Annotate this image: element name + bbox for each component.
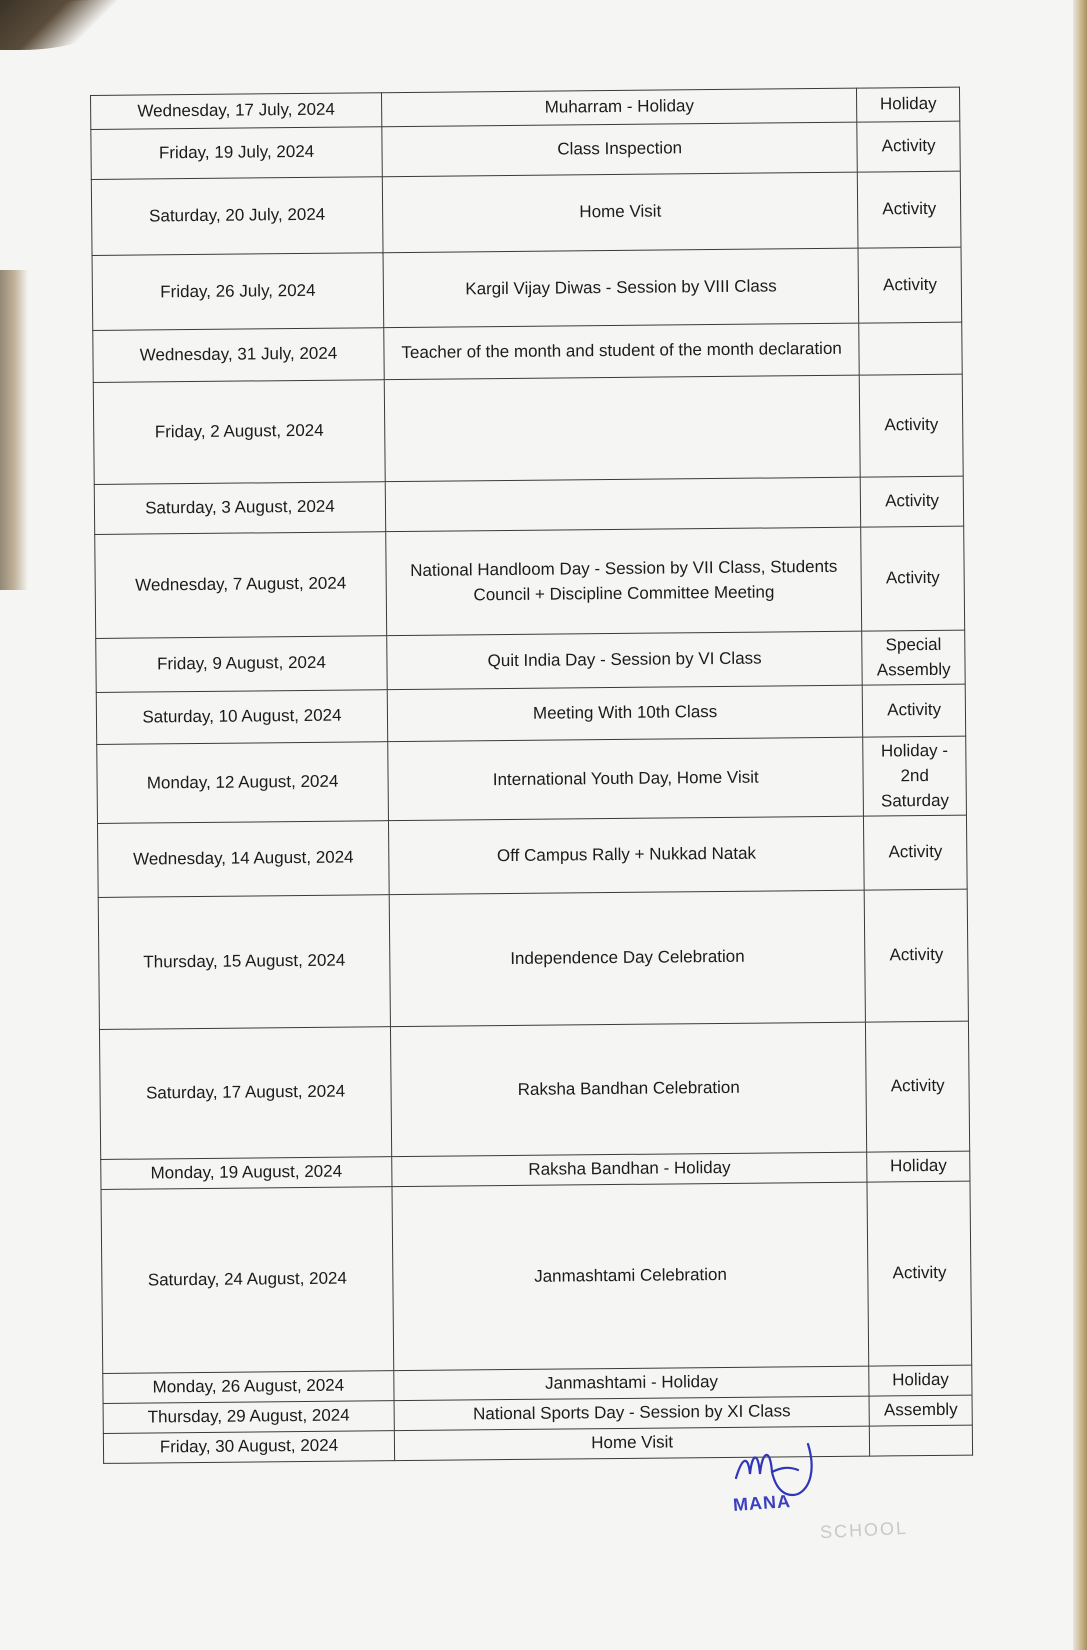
event-cell: Class Inspection	[382, 122, 858, 177]
type-cell: Activity	[857, 121, 960, 172]
event-cell: National Sports Day - Session by XI Class	[394, 1396, 870, 1431]
event-cell: Raksha Bandhan Celebration	[390, 1022, 867, 1157]
stamp-mark: MANA	[732, 1491, 792, 1515]
type-cell: Activity	[863, 684, 966, 737]
type-cell: Activity	[858, 247, 961, 323]
faded-stamp: SCHOOL	[819, 1517, 909, 1543]
schedule-table	[90, 87, 973, 1464]
type-cell: Activity	[864, 889, 968, 1022]
type-cell: Holiday - 2nd Saturday	[863, 736, 966, 816]
event-cell: Teacher of the month and student of the month declaration	[384, 323, 860, 380]
type-cell: Activity	[860, 374, 964, 477]
type-cell: Activity	[864, 815, 967, 890]
event-cell: Kargil Vijay Diwas - Session by VIII Class	[383, 248, 859, 328]
date-cell: Wednesday, 14 August, 2024	[97, 821, 389, 898]
table-row	[97, 736, 967, 823]
date-cell: Friday, 26 July, 2024	[92, 253, 384, 331]
date-cell: Saturday, 3 August, 2024	[94, 482, 385, 535]
event-cell	[385, 477, 861, 532]
table-row	[96, 630, 965, 693]
page-left-edge	[0, 270, 28, 590]
page-right-edge	[1073, 0, 1087, 1650]
table-row	[93, 322, 962, 382]
table-row	[91, 171, 961, 255]
table-row	[94, 476, 963, 534]
date-cell: Thursday, 29 August, 2024	[103, 1401, 394, 1434]
event-cell: Home Visit	[394, 1426, 870, 1461]
event-cell: Janmashtami Celebration	[392, 1182, 869, 1371]
table-row	[101, 1181, 972, 1373]
table-row	[97, 815, 967, 897]
type-cell: Assembly	[869, 1395, 972, 1426]
date-cell: Wednesday, 17 July, 2024	[91, 93, 382, 130]
date-cell: Saturday, 17 August, 2024	[99, 1027, 391, 1160]
table-row	[95, 526, 965, 638]
type-cell: Holiday	[867, 1151, 970, 1182]
table-row	[99, 1021, 969, 1159]
type-cell	[859, 322, 962, 375]
event-cell: Off Campus Rally + Nukkad Natak	[388, 816, 864, 895]
event-cell: Muharram - Holiday	[381, 88, 857, 127]
event-cell	[384, 375, 860, 482]
type-cell: Activity	[867, 1181, 971, 1366]
date-cell: Wednesday, 7 August, 2024	[95, 532, 387, 639]
event-cell: Meeting With 10th Class	[387, 685, 863, 742]
event-cell: Independence Day Celebration	[389, 890, 866, 1027]
type-cell: Activity	[861, 476, 964, 527]
date-cell: Saturday, 24 August, 2024	[101, 1187, 394, 1374]
date-cell: Friday, 30 August, 2024	[103, 1431, 394, 1464]
event-cell: National Handloom Day - Session by VII Class, Students Council + Discipline Committee Meeting	[386, 527, 862, 636]
table-row	[96, 684, 965, 744]
type-cell: Activity	[858, 171, 961, 248]
type-cell: Activity	[861, 526, 965, 631]
table-row	[92, 247, 962, 330]
event-cell: Quit India Day - Session by VI Class	[387, 631, 863, 690]
type-cell: Holiday	[857, 87, 960, 122]
type-cell: Holiday	[869, 1365, 972, 1396]
date-cell: Thursday, 15 August, 2024	[98, 895, 390, 1030]
date-cell: Monday, 12 August, 2024	[97, 742, 389, 824]
table-row	[98, 889, 968, 1029]
date-cell: Monday, 19 August, 2024	[101, 1157, 392, 1190]
date-cell: Wednesday, 31 July, 2024	[93, 328, 384, 383]
date-cell: Friday, 9 August, 2024	[96, 636, 388, 693]
table-row	[93, 374, 963, 484]
date-cell: Saturday, 20 July, 2024	[91, 177, 383, 256]
date-cell: Friday, 19 July, 2024	[91, 127, 382, 180]
event-cell: International Youth Day, Home Visit	[388, 737, 864, 820]
type-cell: Activity	[866, 1021, 970, 1152]
page-corner-shadow	[0, 0, 120, 50]
date-cell: Monday, 26 August, 2024	[103, 1371, 394, 1404]
type-cell	[870, 1425, 973, 1456]
type-cell: Special Assembly	[862, 630, 965, 685]
event-cell: Raksha Bandhan - Holiday	[392, 1152, 868, 1187]
date-cell: Saturday, 10 August, 2024	[96, 690, 387, 745]
table-row	[91, 121, 960, 179]
event-cell: Janmashtami - Holiday	[394, 1366, 870, 1401]
date-cell: Friday, 2 August, 2024	[93, 380, 385, 485]
event-cell: Home Visit	[382, 172, 858, 253]
